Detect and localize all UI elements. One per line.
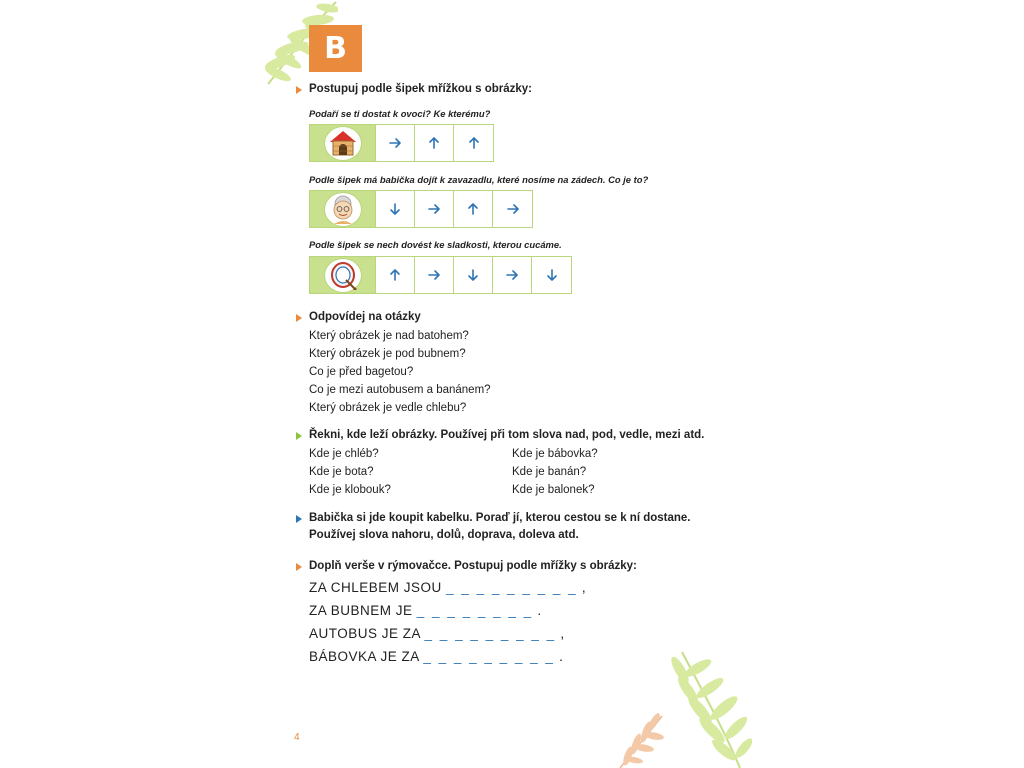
rhyme-end: .: [537, 603, 542, 618]
rhyme-line: [309, 626, 565, 641]
question-line: Co je mezi autobusem a banánem?: [309, 384, 491, 396]
question-line: Kde je bábovka?: [512, 448, 598, 460]
task-4: [296, 512, 716, 548]
arrow-right-icon: [506, 202, 520, 216]
grid-arrow-cell: [454, 125, 493, 161]
question-line: Který obrázek je vedle chlebu?: [309, 402, 467, 414]
grid-arrow-cell: [493, 257, 532, 293]
section-badge: B: [309, 25, 362, 72]
arrow-up-icon: [466, 202, 480, 216]
grid-picture-cell: [310, 125, 376, 161]
task-2-heading: Odpovídej na otázky: [309, 311, 421, 323]
grid-arrow-cell: [454, 257, 493, 293]
bullet-icon: [296, 563, 302, 571]
rhyme-blanks: _ _ _ _ _ _ _ _ _: [423, 649, 555, 664]
question-line: Kde je balonek?: [512, 484, 595, 496]
arrow-right-icon: [388, 136, 402, 150]
grid-picture-cell: [310, 191, 376, 227]
task-3: [296, 429, 716, 501]
bullet-icon: [296, 86, 302, 94]
arrow-right-icon: [505, 268, 519, 282]
arrow-down-icon: [466, 268, 480, 282]
rhyme-line: [309, 603, 542, 618]
arrow-up-icon: [388, 268, 402, 282]
arrow-right-icon: [427, 202, 441, 216]
arrow-right-icon: [427, 268, 441, 282]
task-4-heading-line-2: Používej slova nahoru, dolů, doprava, doleva atd.: [309, 529, 579, 541]
question-line: Kde je banán?: [512, 466, 587, 478]
drum-icon: [328, 260, 358, 290]
grid-arrow-cell: [415, 125, 454, 161]
grid-arrow-cell: [376, 257, 415, 293]
rhyme-end: .: [559, 649, 564, 664]
arrow-up-icon: [427, 136, 441, 150]
task-1-question-1: Podaří se ti dostat k ovoci? Ke kterému?: [309, 108, 491, 119]
rhyme-end: ,: [560, 626, 565, 641]
rhyme-text: ZA CHLEBEM JSOU: [309, 580, 442, 595]
rhyme-blanks: _ _ _ _ _ _ _ _ _: [424, 626, 557, 641]
rhyme-blanks: _ _ _ _ _ _ _ _: [416, 603, 534, 618]
grid-arrow-cell: [376, 191, 415, 227]
arrow-grid-1: [309, 124, 494, 162]
rhyme-blanks: _ _ _ _ _ _ _ _ _: [446, 580, 578, 595]
question-line: Který obrázek je nad batohem?: [309, 330, 469, 342]
bullet-icon: [296, 314, 302, 322]
rhyme-line: [309, 649, 563, 664]
grandma-icon: [328, 194, 358, 224]
rhyme-end: ,: [581, 580, 587, 595]
grid-picture-cell: [310, 257, 376, 293]
grid-arrow-cell: [493, 191, 532, 227]
doghouse-icon: [328, 129, 358, 157]
question-line: Kde je klobouk?: [309, 484, 391, 496]
task-1-question-2: Podle šipek má babička dojít k zavazadlu, které nosíme na zádech. Co je to?: [309, 174, 649, 185]
bullet-icon: [296, 432, 302, 440]
task-1-question-3: Podle šipek se nech dovést ke sladkosti, kterou cucáme.: [309, 239, 562, 250]
question-line: Který obrázek je pod bubnem?: [309, 348, 466, 360]
grid-arrow-cell: [415, 191, 454, 227]
question-line: Kde je chléb?: [309, 448, 379, 460]
task-3-heading: Řekni, kde leží obrázky. Používej při tom slova nad, pod, vedle, mezi atd.: [309, 429, 705, 441]
page-number: 4: [294, 732, 300, 743]
grid-arrow-cell: [415, 257, 454, 293]
grid-arrow-cell: [532, 257, 571, 293]
arrow-grid-3: [309, 256, 572, 294]
question-line: Co je před bagetou?: [309, 366, 414, 378]
task-4-heading-line-1: Babička si jde koupit kabelku. Poraď jí, kterou cestou se k ní dostane.: [309, 512, 691, 524]
rhyme-text: AUTOBUS JE ZA: [309, 626, 421, 641]
rhyme-line: [309, 580, 586, 595]
task-5: [296, 560, 716, 670]
arrow-down-icon: [388, 202, 402, 216]
arrow-grid-2: [309, 190, 533, 228]
leaf-decoration-icon: [614, 712, 666, 768]
grid-arrow-cell: [376, 125, 415, 161]
rhyme-text: BÁBOVKA JE ZA: [309, 649, 420, 664]
arrow-up-icon: [467, 136, 481, 150]
arrow-down-icon: [545, 268, 559, 282]
grid-arrow-cell: [454, 191, 493, 227]
rhyme-text: ZA BUBNEM JE: [309, 603, 413, 618]
task-5-heading: Doplň verše v rýmovačce. Postupuj podle mřížky s obrázky:: [309, 560, 637, 572]
task-1-heading: Postupuj podle šipek mřížkou s obrázky:: [309, 83, 533, 95]
task-2: [296, 311, 716, 421]
bullet-icon: [296, 515, 302, 523]
question-line: Kde je bota?: [309, 466, 374, 478]
